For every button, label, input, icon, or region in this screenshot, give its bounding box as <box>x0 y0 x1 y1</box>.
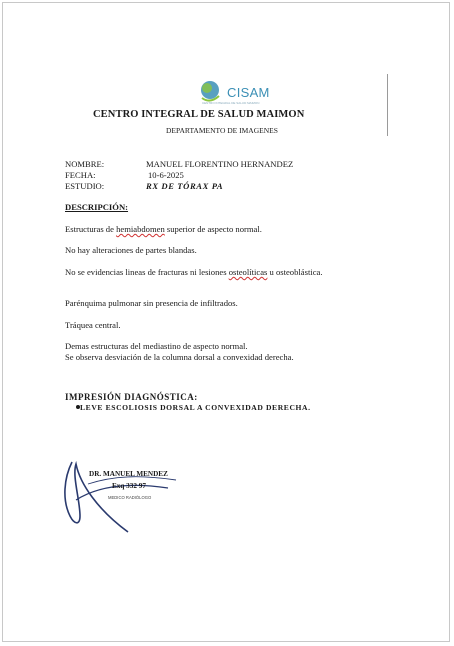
study-label: ESTUDIO: <box>65 181 105 191</box>
finding-mediastinum: Demas estructuras del mediastino de aspecto normal. <box>65 341 248 351</box>
name-value: MANUEL FLORENTINO HERNANDEZ <box>146 159 294 169</box>
organization-name: CENTRO INTEGRAL DE SALUD MAIMON <box>93 109 305 120</box>
finding-soft-tissue: No hay alteraciones de partes blandas. <box>65 245 197 255</box>
spellcheck-word: osteolíticas <box>228 267 268 277</box>
finding-abdomen <box>65 224 395 235</box>
finding-lungs: Parénquima pulmonar sin presencia de infiltrados. <box>65 298 238 308</box>
name-label: NOMBRE: <box>65 159 105 169</box>
date-value: 10-6-2025 <box>148 170 184 180</box>
description-heading: DESCRIPCIÓN: <box>65 202 129 212</box>
signature-name: DR. MANUEL MENDEZ <box>89 470 168 478</box>
finding-trachea: Tráquea central. <box>65 320 121 330</box>
spellcheck-word: hemiabdomen <box>116 224 165 234</box>
finding-text: u osteoblástica. <box>267 267 323 277</box>
finding-text: No se evidencias lineas de fracturas ni lesiones <box>65 267 229 277</box>
logo-text: CISAM <box>227 85 270 100</box>
signature-registration: Exq 332 97 <box>112 482 146 490</box>
finding-text: superior de aspecto normal. <box>164 224 262 234</box>
finding-spine: Se observa desviación de la columna dorsal a convexidad derecha. <box>65 352 294 362</box>
logo-subtext: CENTRO INTEGRAL DE SALUD MAIMON <box>202 101 260 105</box>
signature-title: MEDICO RADIÓLOGO <box>108 495 152 500</box>
finding-fractures <box>65 267 395 278</box>
impression-item: LEVE ESCOLIOSIS DORSAL A CONVEXIDAD DERECHA. <box>80 403 311 412</box>
department-name: DEPARTAMENTO DE IMAGENES <box>166 126 278 135</box>
margin-rule <box>387 74 388 136</box>
impression-heading: IMPRESIÓN DIAGNÓSTICA: <box>65 392 198 402</box>
study-value: RX DE TÓRAX PA <box>146 181 224 191</box>
date-label: FECHA: <box>65 170 96 180</box>
finding-text: Estructuras de <box>65 224 117 234</box>
